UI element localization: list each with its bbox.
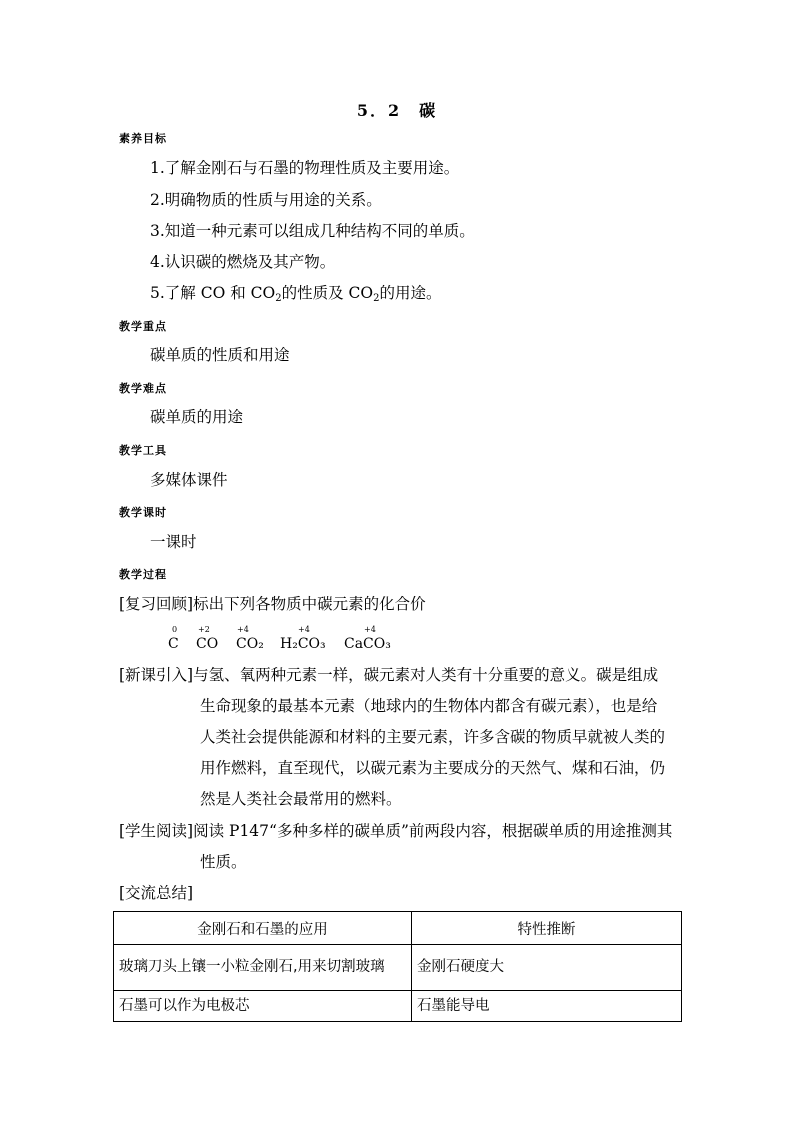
- reading-line: [学生阅读]阅读 P147“多种多样的碳单质”前两段内容，根据碳单质的用途推测其: [119, 822, 673, 840]
- table-header-row: [114, 912, 682, 945]
- difficulty-text: 碳单质的用途: [150, 408, 244, 426]
- tools-heading: 教学工具: [119, 444, 167, 457]
- valence-formulas: 0 C +2 CO +4 CO₂ +4 H₂CO₃ +4 CaCO₃: [168, 625, 391, 652]
- objective-item: 4.认识碳的燃烧及其产物。: [150, 253, 336, 271]
- key-point-text: 碳单质的性质和用途: [150, 346, 290, 364]
- objective-item: 1.了解金刚石与石墨的物理性质及主要用途。: [150, 159, 460, 177]
- hours-heading: 教学课时: [119, 506, 167, 519]
- intro-line: 生命现象的最基本元素（地球内的生物体内都含有碳元素），也是给: [200, 697, 658, 715]
- summary-label: [交流总结]: [119, 884, 194, 902]
- intro-line: [新课引入]与氢、氧两种元素一样，碳元素对人类有十分重要的意义。碳是组成: [119, 666, 659, 684]
- intro-line: 然是人类社会最常用的燃料。: [200, 790, 402, 808]
- table-cell: 金刚石硬度大: [412, 945, 682, 991]
- objectives-heading: 素养目标: [119, 132, 167, 145]
- table-cell: 石墨能导电: [412, 991, 682, 1022]
- table-cell: 石墨可以作为电极芯: [114, 991, 412, 1022]
- table-row: [114, 945, 682, 991]
- key-point-heading: 教学重点: [119, 320, 167, 333]
- table-cell: 玻璃刀头上镶一小粒金刚石,用来切割玻璃: [114, 945, 412, 991]
- hours-text: 一课时: [150, 533, 197, 551]
- intro-line: 人类社会提供能源和材料的主要元素，许多含碳的物质早就被人类的: [200, 728, 666, 746]
- reading-line: 性质。: [200, 853, 247, 871]
- process-heading: 教学过程: [119, 568, 167, 581]
- objective-item: 2.明确物质的性质与用途的关系。: [150, 191, 382, 209]
- table-header-cell: 特性推断: [412, 912, 682, 945]
- table-row: [114, 991, 682, 1022]
- review-line: [复习回顾]标出下列各物质中碳元素的化合价: [119, 595, 426, 613]
- objective-item: 3.知道一种元素可以组成几种结构不同的单质。: [150, 222, 475, 240]
- difficulty-heading: 教学难点: [119, 382, 167, 395]
- table-header-cell: 金刚石和石墨的应用: [114, 912, 412, 945]
- objective-item: 5.了解 CO 和 $CO_2$的性质及 $CO_2$的用途。: [150, 284, 442, 304]
- tools-text: 多媒体课件: [150, 471, 228, 489]
- summary-table: [113, 911, 682, 1022]
- lesson-title: 5．2 碳: [356, 101, 438, 120]
- intro-line: 用作燃料，直至现代，以碳元素为主要成分的天然气、煤和石油，仍: [200, 759, 666, 777]
